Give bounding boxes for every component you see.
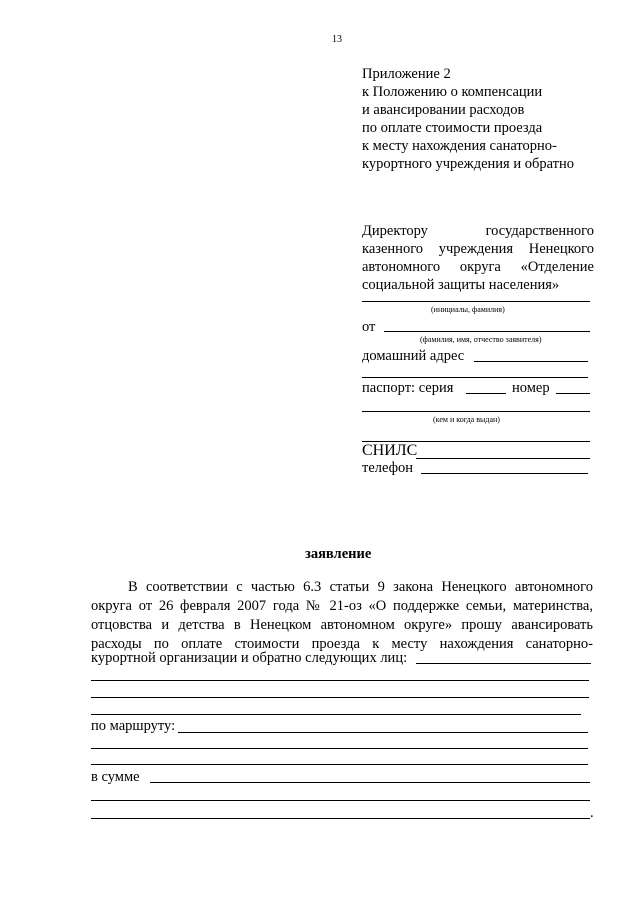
passport-number-line xyxy=(556,393,590,394)
phone-line xyxy=(421,473,588,474)
appendix-line-6: курортного учреждения и обратно xyxy=(362,156,574,172)
home-address-line-2 xyxy=(362,377,588,378)
route-line-2 xyxy=(91,748,588,749)
sum-line-2 xyxy=(91,800,590,801)
home-address-line xyxy=(474,361,588,362)
statement-line-3: отцовства и детства в Ненецком автономном округе» прошу авансировать xyxy=(91,617,593,633)
issued-by-caption: (кем и когда выдан) xyxy=(433,415,500,424)
addressee-line-4: социальной защиты населения» xyxy=(362,277,560,293)
home-address-label: домашний адрес xyxy=(362,348,465,364)
statement-line-2: округа от 26 февраля 2007 года № 21-оз «О поддержке семьи, материнства, xyxy=(91,598,593,614)
passport-series-label: паспорт: серия xyxy=(362,380,454,396)
initials-line xyxy=(362,301,590,302)
sum-line-3 xyxy=(91,818,590,819)
addressee-line-3: автономного округа «Отделение xyxy=(362,259,594,275)
from-label: от xyxy=(362,319,376,335)
initials-caption: (инициалы, фамилия) xyxy=(431,305,505,314)
appendix-line-3: и авансировании расходов xyxy=(362,102,525,118)
statement-title: заявление xyxy=(305,546,372,562)
appendix-line-2: к Положению о компенсации xyxy=(362,84,543,100)
statement-line-1: В соответствии с частью 6.3 статьи 9 закона Ненецкого автономного xyxy=(128,579,593,595)
phone-label: телефон xyxy=(362,460,414,476)
snils-label: СНИЛС xyxy=(362,442,418,459)
page-number: 13 xyxy=(332,34,342,45)
addressee-line-2: казенного учреждения Ненецкого xyxy=(362,241,594,257)
snils-line xyxy=(416,458,590,459)
applicant-name-line xyxy=(384,331,590,332)
appendix-line-4: по оплате стоимости проезда xyxy=(362,120,543,136)
appendix-line-5: к месту нахождения санаторно- xyxy=(362,138,557,154)
passport-series-line xyxy=(466,393,506,394)
addressee-line-1: Директору государственного xyxy=(362,223,594,239)
route-line-3 xyxy=(91,764,588,765)
persons-line-3 xyxy=(91,714,581,715)
applicant-name-caption: (фамилия, имя, отчество заявителя) xyxy=(420,335,542,344)
issued-by-line xyxy=(362,411,590,412)
route-line xyxy=(178,732,588,733)
statement-line-5: курортной организации и обратно следующих лиц: xyxy=(91,650,408,666)
route-label: по маршруту: xyxy=(91,718,176,734)
passport-number-label: номер xyxy=(512,380,550,396)
statement-line-4: расходы по оплате стоимости проезда к месту нахождения санаторно- xyxy=(91,636,593,652)
persons-line-2 xyxy=(91,697,589,698)
sum-label: в сумме xyxy=(91,769,140,785)
appendix-line-1: Приложение 2 xyxy=(362,66,451,82)
end-mark: . xyxy=(590,805,594,821)
sum-line xyxy=(150,782,590,783)
persons-line-1 xyxy=(91,680,589,681)
persons-line-inline xyxy=(416,663,591,664)
